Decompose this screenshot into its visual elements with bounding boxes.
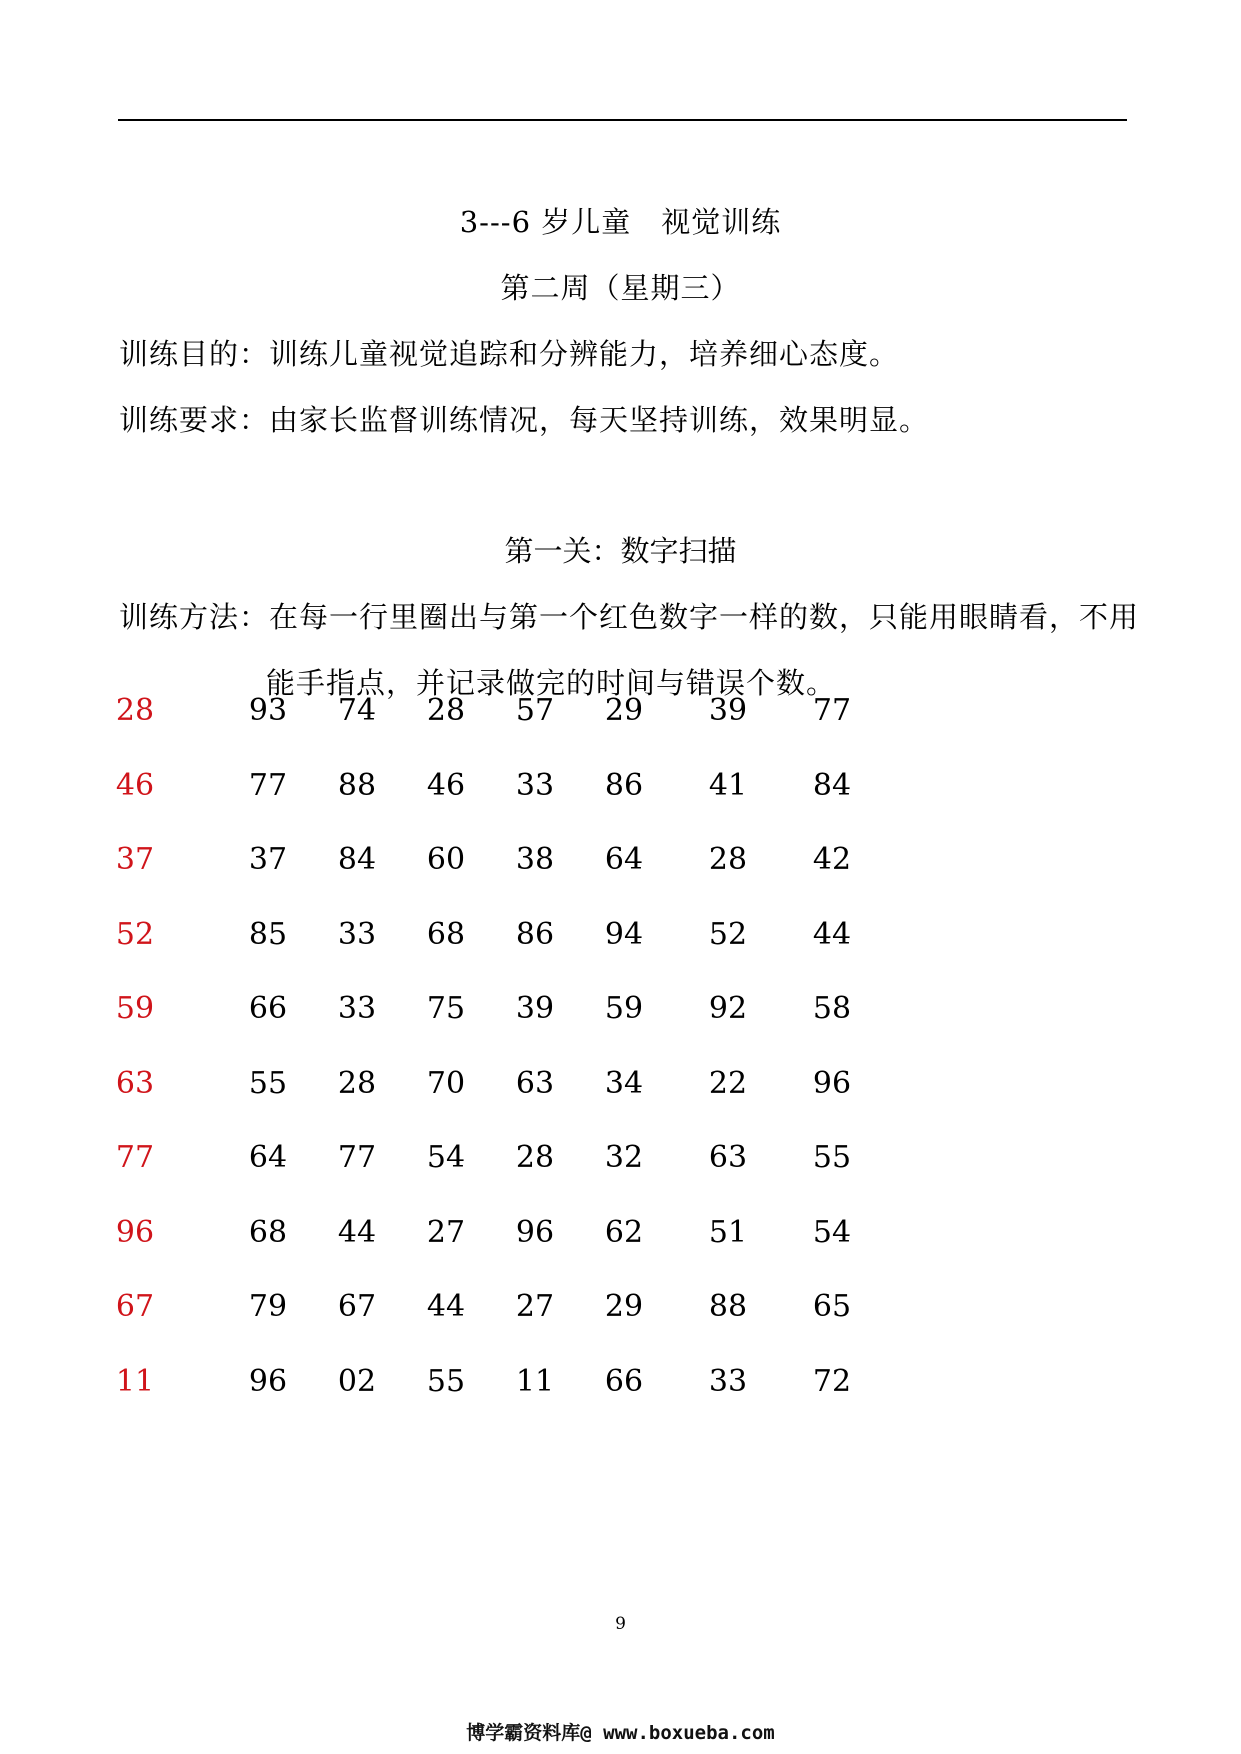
target-number: 52	[115, 916, 155, 952]
grid-number: 51	[708, 1214, 748, 1250]
grid-number: 37	[248, 842, 288, 877]
grid-number: 96	[812, 1065, 852, 1101]
grid-number: 77	[337, 1140, 377, 1175]
grid-number: 75	[426, 991, 466, 1026]
grid-number: 68	[426, 916, 466, 952]
page-title: 3---6 岁儿童 视觉训练	[459, 205, 782, 239]
grid-number: 44	[337, 1214, 377, 1250]
grid-number: 64	[248, 1140, 288, 1175]
grid-number: 46	[426, 767, 466, 803]
grid-number: 55	[248, 1065, 288, 1101]
grid-number: 93	[248, 693, 288, 728]
grid-row	[0, 1140, 1241, 1180]
grid-number: 58	[812, 991, 852, 1026]
grid-number: 41	[708, 767, 748, 803]
grid-row	[0, 1289, 1241, 1329]
target-number: 46	[115, 767, 155, 803]
grid-row	[0, 1215, 1241, 1255]
grid-number: 33	[337, 916, 377, 952]
grid-number: 54	[426, 1140, 466, 1175]
grid-number: 72	[812, 1363, 852, 1399]
target-number: 77	[115, 1140, 155, 1175]
grid-number: 66	[248, 991, 288, 1026]
grid-number: 64	[604, 842, 644, 877]
grid-number: 88	[337, 767, 377, 803]
grid-number: 39	[515, 991, 555, 1026]
grid-number: 74	[337, 693, 377, 728]
grid-number: 84	[812, 767, 852, 803]
grid-number: 28	[515, 1140, 555, 1175]
grid-number: 22	[708, 1065, 748, 1101]
grid-row	[0, 768, 1241, 808]
grid-number: 42	[812, 842, 852, 877]
header-rule	[118, 119, 1127, 121]
grid-number: 62	[604, 1214, 644, 1250]
grid-number: 54	[812, 1214, 852, 1250]
grid-number: 55	[812, 1140, 852, 1175]
grid-number: 11	[515, 1363, 555, 1399]
grid-row	[0, 991, 1241, 1031]
grid-number: 27	[515, 1289, 555, 1324]
grid-number: 88	[708, 1289, 748, 1324]
target-number: 96	[115, 1214, 155, 1250]
training-requirement: 训练要求：由家长监督训练情况，每天坚持训练，效果明显。	[119, 403, 930, 437]
grid-number: 28	[708, 842, 748, 877]
grid-row	[0, 917, 1241, 957]
grid-number: 96	[248, 1363, 288, 1399]
grid-number: 52	[708, 916, 748, 952]
grid-number: 39	[708, 693, 748, 728]
grid-row	[0, 693, 1241, 733]
grid-number: 84	[337, 842, 377, 877]
grid-number: 38	[515, 842, 555, 877]
grid-number: 28	[337, 1065, 377, 1101]
grid-row	[0, 1066, 1241, 1106]
grid-number: 57	[515, 693, 555, 728]
grid-number: 79	[248, 1289, 288, 1324]
grid-number: 29	[604, 1289, 644, 1324]
grid-number: 92	[708, 991, 748, 1026]
grid-number: 63	[515, 1065, 555, 1101]
level-title: 第一关：数字扫描	[504, 534, 737, 568]
grid-number: 44	[426, 1289, 466, 1324]
grid-number: 77	[248, 767, 288, 803]
grid-number: 44	[812, 916, 852, 952]
grid-number: 33	[708, 1363, 748, 1399]
grid-number: 86	[604, 767, 644, 803]
target-number: 28	[115, 693, 155, 728]
grid-number: 59	[604, 991, 644, 1026]
grid-row	[0, 842, 1241, 882]
grid-number: 65	[812, 1289, 852, 1324]
training-method-line2: 能手指点，并记录做完的时间与错误个数。	[266, 666, 837, 700]
training-goal: 训练目的：训练儿童视觉追踪和分辨能力，培养细心态度。	[119, 337, 900, 371]
target-number: 59	[115, 991, 155, 1026]
target-number: 11	[115, 1363, 155, 1399]
grid-number: 29	[604, 693, 644, 728]
grid-number: 85	[248, 916, 288, 952]
grid-number: 28	[426, 693, 466, 728]
grid-number: 86	[515, 916, 555, 952]
grid-number: 68	[248, 1214, 288, 1250]
grid-number: 77	[812, 693, 852, 728]
target-number: 37	[115, 842, 155, 877]
grid-number: 02	[337, 1363, 377, 1399]
target-number: 67	[115, 1289, 155, 1324]
grid-number: 70	[426, 1065, 466, 1101]
grid-number: 33	[337, 991, 377, 1026]
target-number: 63	[115, 1065, 155, 1101]
grid-number: 96	[515, 1214, 555, 1250]
grid-number: 66	[604, 1363, 644, 1399]
grid-number: 34	[604, 1065, 644, 1101]
page-subtitle: 第二周（星期三）	[500, 271, 741, 305]
grid-number: 27	[426, 1214, 466, 1250]
grid-number: 94	[604, 916, 644, 952]
grid-number: 33	[515, 767, 555, 803]
footer-watermark: 博学霸资料库@ www.boxueba.com	[466, 1722, 775, 1744]
grid-number: 32	[604, 1140, 644, 1175]
grid-number: 55	[426, 1363, 466, 1399]
training-method-line1: 训练方法：在每一行里圈出与第一个红色数字一样的数，只能用眼睛看，不用	[119, 600, 1140, 634]
grid-number: 60	[426, 842, 466, 877]
page-number: 9	[615, 1614, 626, 1634]
grid-row	[0, 1364, 1241, 1404]
grid-number: 67	[337, 1289, 377, 1324]
grid-number: 63	[708, 1140, 748, 1175]
